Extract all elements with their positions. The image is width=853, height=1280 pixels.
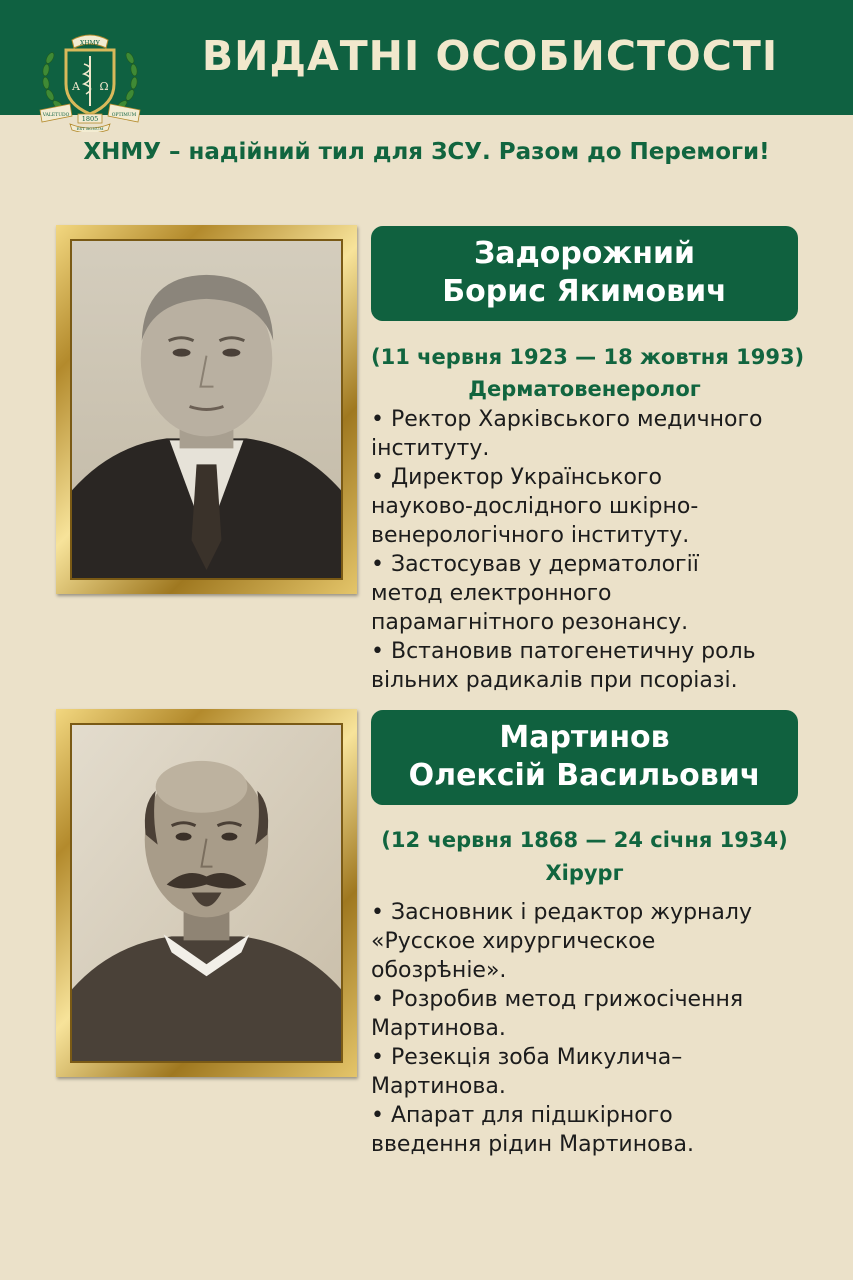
person-2-given-names: Олексій Васильович [408, 758, 761, 793]
list-item: • Розробив метод грижосічення [371, 987, 744, 1012]
list-item: вільних радикалів при псоріазі. [371, 668, 738, 693]
svg-text:EST BONUM: EST BONUM [76, 126, 104, 131]
slogan: ХНМУ – надійний тил для ЗСУ. Разом до Перемоги! [83, 139, 770, 165]
svg-text:Ω: Ω [99, 80, 109, 93]
portrait-frame-2 [56, 709, 357, 1077]
list-item: Мартинова. [371, 1016, 506, 1041]
list-item: • Застосував у дерматології [371, 552, 699, 577]
person-2-dates: (12 червня 1868 — 24 січня 1934) [381, 828, 788, 852]
person-2-name [371, 710, 798, 805]
list-item: інституту. [371, 436, 490, 461]
portrait-frame-1 [56, 225, 357, 594]
svg-text:1805: 1805 [81, 115, 99, 123]
portrait-photo-2 [70, 723, 343, 1063]
portrait-photo-1 [70, 239, 343, 580]
university-crest-icon [36, 28, 144, 132]
header-bar [0, 0, 853, 131]
list-item: венерологічного інституту. [371, 523, 690, 548]
person-1-specialty: Дерматовенеролог [468, 377, 701, 401]
list-item: • Директор Українського [371, 465, 662, 490]
list-item: • Апарат для підшкірного [371, 1103, 673, 1128]
list-item: обозрѣніе». [371, 958, 507, 983]
svg-text:OPTIMUM: OPTIMUM [111, 113, 137, 118]
list-item: парамагнітного резонансу. [371, 610, 689, 635]
person-1-given-names: Борис Якимович [442, 274, 727, 309]
page-title: ВИДАТНІ ОСОБИСТОСТІ [201, 32, 779, 80]
person-1-dates: (11 червня 1923 — 18 жовтня 1993) [371, 345, 805, 369]
svg-text:VALETUDO: VALETUDO [42, 113, 70, 118]
list-item: науково-дослідного шкірно- [371, 494, 699, 519]
list-item: введення рідин Мартинова. [371, 1132, 694, 1157]
list-item: метод електронного [371, 581, 612, 606]
list-item: • Ректор Харківського медичного [371, 407, 763, 432]
person-1-surname: Задорожний [473, 236, 696, 271]
svg-text:A: A [72, 80, 80, 93]
person-2-specialty: Хірург [545, 861, 624, 885]
list-item: Мартинова. [371, 1074, 506, 1099]
list-item: • Резекція зоба Микулича– [371, 1045, 683, 1070]
person-1-achievements [371, 405, 841, 695]
list-item: «Русское хирургическое [371, 929, 656, 954]
person-2-surname: Мартинов [499, 720, 670, 755]
person-1-name [371, 226, 798, 321]
list-item: • Встановив патогенетичну роль [371, 639, 756, 664]
list-item: • Засновник і редактор журналу [371, 900, 752, 925]
person-2-achievements [371, 898, 841, 1159]
svg-text:ХНМУ: ХНМУ [80, 40, 100, 47]
